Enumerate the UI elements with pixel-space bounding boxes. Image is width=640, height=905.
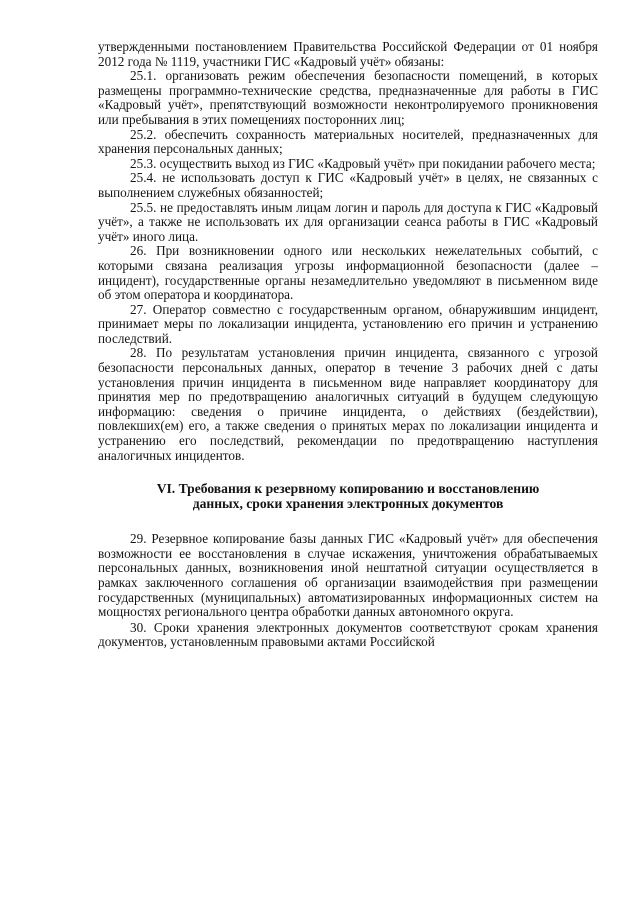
paragraph-27: 27. Оператор совместно с государственным органом, обнаружившим инцидент, принимает меры по локализации инцидента, установлению его причин и устранению последствий. (98, 301, 598, 346)
paragraph-29: 29. Резервное копирование базы данных ГИС «Кадровый учёт» для обеспечения возможности ее восстановления в случае искажения, уничтожения обрабатываемых персональных данных, возникновения иной нештатной ситуации осуществляется в рамках заключенного соглашения об организации взаимодействия при размещении государственных (муниципальных) автоматизированных информационных систем на мощностях регионального центра обработки данных автономного округа. (98, 531, 598, 620)
document-page (98, 40, 598, 650)
paragraph-28: 28. По результатам установления причин инцидента, связанного с угрозой безопасности персональных данных, оператор в течение 3 рабочих дней с даты установления причин инцидента в письменном виде направляет координатору для принятия мер по предотвращению аналогичных ситуаций в будущем следующую информацию: сведения о причине инцидента, о действиях (бездействии), повлекших(ем) его, а также сведения о принятых мерах по локализации инцидента и устранению его последствий, рекомендации по предотвращению наступления аналогичных инцидентов. (98, 345, 598, 463)
section-heading-line-2: данных, сроки хранения электронных документов (192, 496, 504, 512)
intro-paragraph: утвержденными постановлением Правительства Российской Федерации от 01 ноября 2012 года № 1119, участники ГИС «Кадровый учёт» обязаны: (98, 39, 598, 69)
paragraph-25-3: 25.3. осуществить выход из ГИС «Кадровый учёт» при покидании рабочего места; (130, 155, 596, 171)
section-heading (98, 481, 598, 511)
paragraph-25-4: 25.4. не использовать доступ к ГИС «Кадровый учёт» в целях, не связанных с выполнением служебных обязанностей; (98, 170, 598, 200)
paragraph-25-5: 25.5. не предоставлять иным лицам логин и пароль для доступа к ГИС «Кадровый учёт», а также не использовать их для организации сеанса работы в ГИС «Кадровый учёт» иного лица. (98, 199, 598, 244)
paragraphs-before (98, 40, 598, 463)
section-heading-line-1: VI. Требования к резервному копированию и восстановлению (156, 481, 540, 497)
paragraph-26: 26. При возникновении одного или нескольких нежелательных событий, с которыми связана реализация угрозы информационной безопасности (далее – инцидент), государственные органы незамедлительно уведомляют в письменном виде об этом оператора и координатора. (98, 243, 598, 303)
paragraph-25-2: 25.2. обеспечить сохранность материальных носителей, предназначенных для хранения персональных данных; (98, 126, 598, 157)
paragraph-25-1: 25.1. организовать режим обеспечения безопасности помещений, в которых размещены программно-технические средства, предназначенные для работы в ГИС «Кадровый учёт», препятствующий возможности неконтролируемого проникновения или пребывания в этих помещениях посторонних лиц; (98, 68, 598, 127)
paragraphs-after (98, 532, 598, 650)
paragraph-30: 30. Сроки хранения электронных документов соответствуют срокам хранения документов, установленным правовыми актами Российской (98, 619, 598, 650)
